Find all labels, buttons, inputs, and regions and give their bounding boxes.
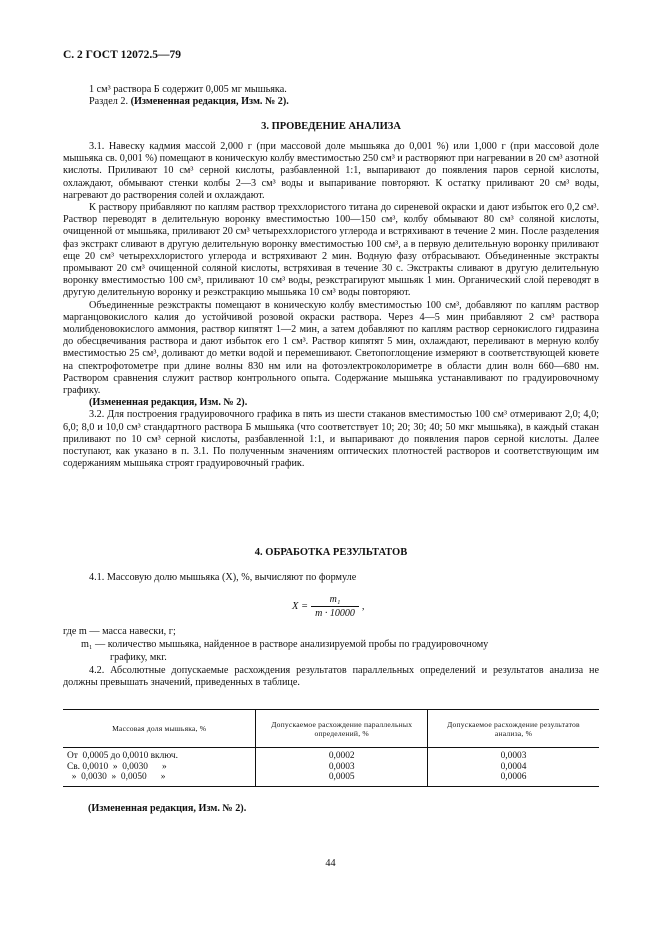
section-3-body	[63, 141, 599, 470]
table-cell: » 0,0030 » 0,0050 »	[63, 772, 256, 786]
section-3-paragraph-1: 3.1. Навеску кадмия массой 2,000 г (при массовой доле мышьяка до 0,001 %) или 1,000 г (при массовой доле мышьяка св. 0,001 %) помещают в коническую колбу вместимостью 250 см³ и растворяют при нагревании в 20 см³ азотной кислоты. Приливают 10 см³ серной кислоты, разбавленной 1:1, выпаривают до появления паров серной кислоты, охлаждают, обмывают стенки колбы 2—3 см³ воды и выпаривание повторяют. К остатку приливают 20 см³ воды, нагревают до растворения солей и охлаждают.	[63, 141, 599, 201]
intro-section-ref: Раздел 2.	[89, 96, 129, 108]
where-line-2: m₁ — количество мышьяка, найденное в растворе анализируемой пробы по градуировочному	[81, 639, 489, 650]
table-cell: 0,0005	[256, 772, 428, 786]
intro-line-2	[63, 96, 599, 108]
table-cell: 0,0003	[256, 762, 428, 773]
where-line-3: графику, мкг.	[110, 652, 167, 663]
formula-denominator: m · 10000	[311, 606, 359, 619]
table-cell: 0,0004	[427, 762, 599, 773]
section-3-amendment-note: (Измененная редакция, Изм. № 2).	[89, 397, 248, 409]
formula-lhs: X =	[292, 601, 309, 612]
table-header-cell: Допускаемое расхождение результатов анализа, %	[427, 710, 599, 748]
table-cell: От 0,0005 до 0,0010 включ.	[67, 751, 178, 761]
table-cell: 0,0003	[427, 748, 599, 762]
section-4-paragraph-1: 4.1. Массовую долю мышьяка (X), %, вычисляют по формуле	[89, 572, 357, 583]
table-header-row	[63, 710, 599, 748]
intro-amendment-note: (Измененная редакция, Изм. № 2).	[130, 96, 289, 108]
table-header-cell: Массовая доля мышьяка, %	[63, 710, 256, 748]
footer-amendment-note: (Измененная редакция, Изм. № 2).	[88, 803, 247, 814]
section-4-paragraph-2-block	[63, 665, 599, 689]
formula-tail: ,	[361, 601, 365, 612]
section-3-paragraph-2: К раствору прибавляют по каплям раствор треххлористого титана до сиреневой окраски и дают избыток его 0,2 см³. Раствор переводят в делительную воронку вместимостью 100—150 см³, колбу обмывают 80 см³ соляной кислоты, очищенной от мышьяка, приливают 20 см³ четыреххлористого углерода и встряхивают в течение 2 мин. После разделения фаз экстракт сливают в другую делительную воронку вместимостью 100 см³, а в первую делительную воронку приливают еще 20 см³ четыреххлористого углерода и встряхивают 2 мин. Водную фазу отбрасывают. Объединенные экстракты промывают 20 см³ очищенной соляной кислоты, встряхивая в течение 30 с. Экстракты сливают в другую делительную воронку вместимостью 100 см³, приливают 10 см³ воды, реэкстрагируют мышьяк 1 мин. Органический слой переводят в другую делительную воронку и реэкстракцию мышьяка 10 см³ воды повторяют.	[63, 202, 599, 299]
table-cell: 0,0006	[427, 772, 599, 786]
where-line-1: где m — масса навески, г;	[63, 626, 176, 637]
table-row	[63, 762, 599, 773]
section-4-paragraph-2: 4.2. Абсолютные допускаемые расхождения результатов параллельных определений и результатов анализа не должны превышать значений, приведенных в таблице.	[63, 665, 599, 689]
table-row	[63, 748, 599, 762]
formula	[292, 594, 364, 619]
section-4-title: 4. ОБРАБОТКА РЕЗУЛЬТАТОВ	[254, 547, 408, 558]
formula-fraction	[311, 594, 359, 619]
page-header: С. 2 ГОСТ 12072.5—79	[63, 49, 182, 61]
table-row	[63, 772, 599, 786]
table-cell: Св. 0,0010 » 0,0030 »	[67, 761, 167, 772]
tolerance-table	[63, 709, 599, 787]
section-4-intro	[63, 572, 599, 584]
section-3-paragraph-3: Объединенные реэкстракты помещают в коническую колбу вместимостью 100 см³, добавляют по каплям раствор марганцовокислого калия до устойчивой розовой окраски раствора. Через 4—5 мин прибавляют 2 см³ раствора молибденовокислого аммония, раствор кипятят 1—2 мин, а затем добавляют по каплям раствор сернокислого гидразина до обесцвечивания раствора и дают избыток его 1 см³. Раствор кипятят 5 мин, охлаждают, переливают в мерную колбу вместимостью 25 см³, доливают до метки водой и перемешивают. Светопоглощение измеряют в соответствующей кювете на спектрофотометре при длине волны 830 нм или на фотоэлектроколориметре в области длин волн 660—680 нм. Раствором сравнения служит раствор контрольного опыта. Содержание мышьяка устанавливают по градуировочному графику.	[63, 299, 599, 397]
table-cell: 0,0002	[256, 748, 428, 762]
section-3-paragraph-5: 3.2. Для построения градуировочного графика в пять из шести стаканов вместимостью 100 см³ отмеривают 2,0; 4,0; 6,0; 8,0 и 10,0 см³ стандартного раствора Б мышьяка (что соответствует 10; 20; 30; 40; 50 мкг мышьяка), в каждый стакан приливают по 10 см³ серной кислоты, разбавленной 1:1, и выпаривают до появления паров серной кислоты. Далее поступают, как указано в п. 3.1. По полученным значениям оптических плотностей растворов и соответствующим им содержаниям мышьяка строят градуировочный график.	[63, 409, 599, 470]
section-3-title: 3. ПРОВЕДЕНИЕ АНАЛИЗА	[261, 121, 401, 132]
table-header-cell: Допускаемое расхождение параллельных определений, %	[256, 710, 428, 748]
intro-block	[63, 84, 599, 108]
intro-line-1: 1 см³ раствора Б содержит 0,005 мг мышьяка.	[89, 84, 287, 95]
formula-numerator: m₁	[329, 594, 341, 605]
page-number: 44	[325, 858, 336, 869]
